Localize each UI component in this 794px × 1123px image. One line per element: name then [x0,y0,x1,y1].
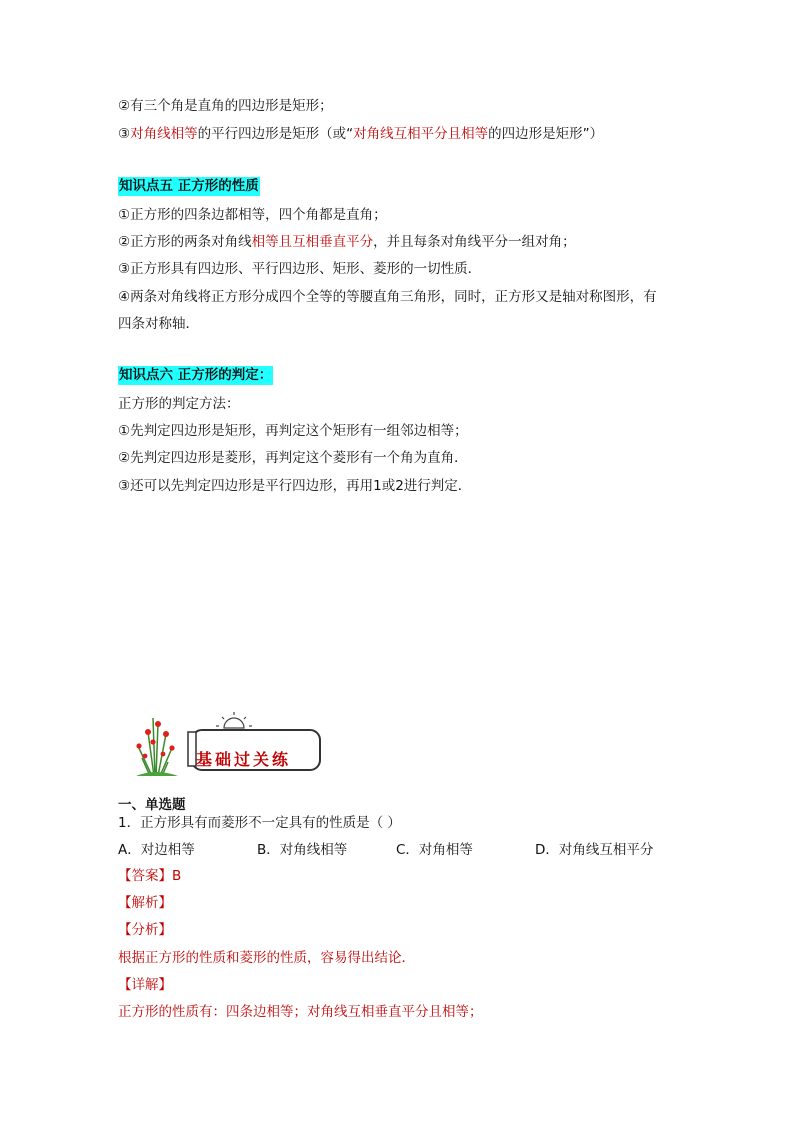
square-property-4-cont: 四条对称轴． [118,316,199,332]
fenxi-text: 根据正方形的性质和菱形的性质，容易得出结论． [118,950,415,966]
square-property-1: ①正方形的四条边都相等，四个角都是直角； [118,207,387,223]
knowledge-point-5-title: 知识点五 正方形的性质 [119,178,259,194]
text-part: 的平行四边形是矩形（或“ [197,126,354,142]
option-b: B．对角线相等 [257,842,348,858]
square-criterion-1: ①先判定四边形是矩形，再判定这个矩形有一组邻边相等； [118,423,468,439]
criteria-intro: 正方形的判定方法： [118,396,240,412]
highlight-text: 相等且互相垂直平分 [251,234,374,250]
answer-value: B [172,868,182,884]
question-1: 1．正方形具有而菱形不一定具有的性质是（ ） [118,815,401,831]
answer [118,866,181,886]
text-part: ③ [118,126,131,142]
fenxi-tag: 【分析】 [118,922,172,938]
text-part: ，并且每条对角线平分一组对角； [373,234,576,250]
option-c: C．对角相等 [396,842,473,858]
square-property-3: ③正方形具有四边形、平行四边形、矩形、菱形的一切性质． [118,261,482,277]
text-part: ②正方形的两条对角线 [118,234,252,250]
text-part: 的四边形是矩形”） [488,126,604,142]
highlight-text: 对角线相等 [130,126,198,142]
highlight-text: 对角线互相平分且相等 [353,126,489,142]
square-criterion-2: ②先判定四边形是菱形，再判定这个菱形有一个角为直角． [118,450,468,466]
detail-tag: 【详解】 [118,977,172,993]
rectangle-criterion-2: ②有三个角是直角的四边形是矩形； [118,98,333,114]
section-title: 一、单选题 [118,797,186,813]
square-property-2 [118,232,576,252]
square-criterion-3: ③还可以先判定四边形是平行四边形，再用1或2进行判定． [118,478,472,494]
analysis-tag: 【解析】 [118,895,172,911]
answer-tag: 【答案】 [118,868,172,884]
badge-label: 基础过关练 [196,750,292,769]
option-d: D．对角线互相平分 [535,842,654,858]
option-a: A．对边相等 [118,842,195,858]
knowledge-point-6-title: 知识点六 正方形的判定： [119,367,273,383]
detail-text: 正方形的性质有：四条边相等；对角线互相垂直平分且相等； [118,1004,483,1020]
square-property-4: ④两条对角线将正方形分成四个全等的等腰直角三角形，同时，正方形又是轴对称图形，有 [118,289,657,305]
rectangle-criterion-3 [118,124,603,144]
